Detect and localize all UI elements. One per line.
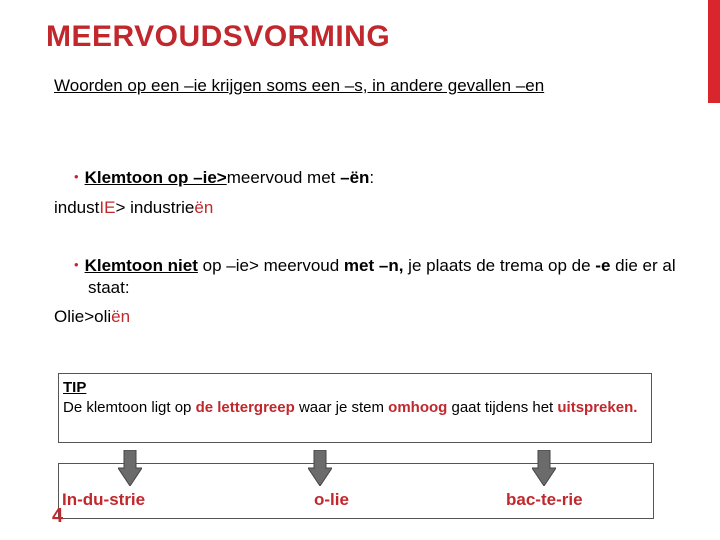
bullet1-rest-a: meervoud met bbox=[226, 168, 341, 187]
bullet-klemtoon-op bbox=[74, 168, 374, 188]
tip-h3: uitspreken. bbox=[557, 399, 638, 416]
bullet1-suffix: –ën bbox=[340, 168, 370, 187]
bullet2-part1: op –ie> meervoud bbox=[197, 256, 344, 275]
example1-highlight: IE bbox=[99, 198, 116, 217]
example-industrie bbox=[54, 198, 213, 218]
syllable-industrie: In-du-strie bbox=[62, 490, 146, 509]
arrow-down-icon bbox=[308, 450, 332, 486]
bullet-dot-icon: • bbox=[74, 257, 79, 272]
example1-mid: > industrie bbox=[115, 198, 195, 217]
tip-h1: de lettergreep bbox=[195, 399, 295, 416]
bullet2-bold1: met –n, bbox=[343, 256, 404, 275]
syllable-bacterie: bac-te-rie bbox=[506, 490, 583, 509]
tip-h2: omhoog bbox=[388, 399, 448, 416]
slide-title: MEERVOUDSVORMING bbox=[46, 20, 391, 53]
tip-text bbox=[63, 398, 647, 418]
tip-heading: TIP bbox=[63, 379, 87, 396]
page-number: 4 bbox=[52, 505, 64, 527]
example1-pre: indust bbox=[54, 198, 100, 217]
example2-highlight: ën bbox=[111, 307, 131, 326]
bullet1-bold: Klemtoon op –ie> bbox=[84, 168, 227, 187]
example1-highlight2: ën bbox=[194, 198, 214, 217]
bullet2-bold: Klemtoon niet bbox=[84, 256, 198, 275]
bullet2-part3: die er al staat: bbox=[88, 256, 676, 297]
tip-box bbox=[58, 373, 652, 443]
bullet2-part2: je plaats de trema op de bbox=[403, 256, 596, 275]
arrow-down-icon bbox=[532, 450, 556, 486]
example2-pre: Olie>oli bbox=[54, 307, 112, 326]
syllable-olie: o-lie bbox=[314, 490, 349, 509]
arrow-down-icon bbox=[118, 450, 142, 486]
bullet2-bold2: -e bbox=[595, 256, 611, 275]
example-olie bbox=[54, 307, 130, 327]
tip-t1: De klemtoon ligt op bbox=[63, 399, 196, 416]
intro-text: Woorden op een –ie krijgen soms een –s, in andere gevallen –en bbox=[54, 76, 545, 95]
bullet1-rest-b: : bbox=[369, 168, 375, 187]
accent-bar bbox=[708, 0, 720, 103]
bullet-klemtoon-niet bbox=[74, 254, 688, 299]
tip-t2: waar je stem bbox=[294, 399, 389, 416]
tip-t3: gaat tijdens het bbox=[447, 399, 558, 416]
bullet-dot-icon: • bbox=[74, 169, 79, 184]
